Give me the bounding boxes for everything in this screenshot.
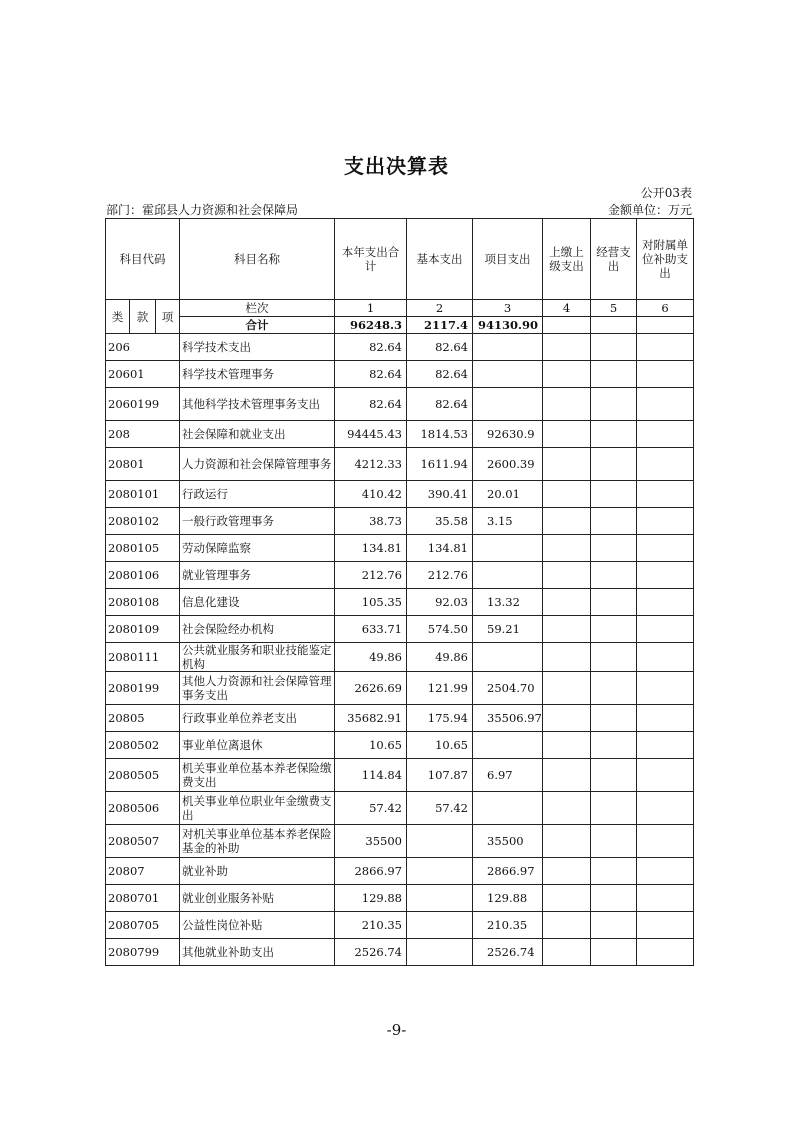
row-code: 2080505 bbox=[106, 759, 180, 792]
row-subsidy bbox=[637, 792, 694, 825]
department-label: 部门：霍邱县人力资源和社会保障局 bbox=[106, 203, 299, 217]
summary-basic: 2117.4 bbox=[407, 317, 473, 334]
row-name: 其他就业补助支出 bbox=[180, 939, 335, 966]
table-row bbox=[106, 508, 694, 535]
col-number-4: 4 bbox=[543, 300, 591, 317]
row-code: 20801 bbox=[106, 448, 180, 481]
row-operating bbox=[591, 705, 637, 732]
row-upper bbox=[543, 562, 591, 589]
row-project: 3.15 bbox=[473, 508, 543, 535]
row-upper bbox=[543, 858, 591, 885]
col-number-2: 2 bbox=[407, 300, 473, 317]
row-code: 2080506 bbox=[106, 792, 180, 825]
summary-label: 合计 bbox=[180, 317, 335, 334]
header-kuan: 款 bbox=[130, 300, 156, 334]
row-basic bbox=[407, 825, 473, 858]
row-operating bbox=[591, 508, 637, 535]
row-code: 208 bbox=[106, 421, 180, 448]
row-basic: 35.58 bbox=[407, 508, 473, 535]
row-operating bbox=[591, 562, 637, 589]
row-operating bbox=[591, 792, 637, 825]
row-name: 对机关事业单位基本养老保险基金的补助 bbox=[180, 825, 335, 858]
row-total: 2866.97 bbox=[335, 858, 407, 885]
row-upper bbox=[543, 825, 591, 858]
row-project bbox=[473, 334, 543, 361]
summary-total: 96248.3 bbox=[335, 317, 407, 334]
row-basic: 212.76 bbox=[407, 562, 473, 589]
row-code: 2080799 bbox=[106, 939, 180, 966]
row-operating bbox=[591, 643, 637, 672]
row-total: 49.86 bbox=[335, 643, 407, 672]
header-total: 本年支出合计 bbox=[335, 219, 407, 300]
row-operating bbox=[591, 535, 637, 562]
table-row bbox=[106, 448, 694, 481]
column-number-row bbox=[106, 300, 694, 317]
row-subsidy bbox=[637, 825, 694, 858]
row-project: 35506.97 bbox=[473, 705, 543, 732]
row-code: 2080106 bbox=[106, 562, 180, 589]
header-project: 项目支出 bbox=[473, 219, 543, 300]
row-project: 2526.74 bbox=[473, 939, 543, 966]
row-operating bbox=[591, 616, 637, 643]
row-operating bbox=[591, 672, 637, 705]
row-code: 2080111 bbox=[106, 643, 180, 672]
row-code: 20807 bbox=[106, 858, 180, 885]
row-project: 6.97 bbox=[473, 759, 543, 792]
row-subsidy bbox=[637, 361, 694, 388]
row-name: 人力资源和社会保障管理事务 bbox=[180, 448, 335, 481]
expenditure-table bbox=[105, 218, 694, 966]
table-row bbox=[106, 672, 694, 705]
col-number-5: 5 bbox=[591, 300, 637, 317]
row-project: 210.35 bbox=[473, 912, 543, 939]
row-project: 59.21 bbox=[473, 616, 543, 643]
row-subsidy bbox=[637, 334, 694, 361]
row-basic: 57.42 bbox=[407, 792, 473, 825]
table-row bbox=[106, 421, 694, 448]
row-total: 57.42 bbox=[335, 792, 407, 825]
row-basic bbox=[407, 939, 473, 966]
col-number-1: 1 bbox=[335, 300, 407, 317]
row-total: 134.81 bbox=[335, 535, 407, 562]
row-upper bbox=[543, 643, 591, 672]
row-subsidy bbox=[637, 448, 694, 481]
row-name: 科学技术管理事务 bbox=[180, 361, 335, 388]
row-project bbox=[473, 562, 543, 589]
row-operating bbox=[591, 448, 637, 481]
row-total: 35682.91 bbox=[335, 705, 407, 732]
row-upper bbox=[543, 616, 591, 643]
row-project: 2504.70 bbox=[473, 672, 543, 705]
header-subsidy: 对附属单位补助支出 bbox=[637, 219, 694, 300]
row-total: 114.84 bbox=[335, 759, 407, 792]
row-operating bbox=[591, 825, 637, 858]
row-name: 社会保险经办机构 bbox=[180, 616, 335, 643]
table-row bbox=[106, 939, 694, 966]
page-title: 支出决算表 bbox=[344, 154, 449, 178]
row-project: 20.01 bbox=[473, 481, 543, 508]
row-operating bbox=[591, 589, 637, 616]
row-upper bbox=[543, 912, 591, 939]
row-upper bbox=[543, 448, 591, 481]
row-subsidy bbox=[637, 885, 694, 912]
row-name: 公益性岗位补贴 bbox=[180, 912, 335, 939]
page-number: -9- bbox=[386, 1021, 407, 1039]
row-total: 35500 bbox=[335, 825, 407, 858]
row-basic: 82.64 bbox=[407, 361, 473, 388]
summary-project: 94130.90 bbox=[473, 317, 543, 334]
row-total: 82.64 bbox=[335, 334, 407, 361]
row-name: 信息化建设 bbox=[180, 589, 335, 616]
table-row bbox=[106, 361, 694, 388]
row-project bbox=[473, 643, 543, 672]
row-upper bbox=[543, 672, 591, 705]
table-row bbox=[106, 825, 694, 858]
row-project bbox=[473, 361, 543, 388]
row-total: 105.35 bbox=[335, 589, 407, 616]
row-total: 2526.74 bbox=[335, 939, 407, 966]
row-upper bbox=[543, 939, 591, 966]
row-project bbox=[473, 732, 543, 759]
form-number: 公开03表 bbox=[640, 186, 692, 200]
row-name: 其他科学技术管理事务支出 bbox=[180, 388, 335, 421]
table-row bbox=[106, 562, 694, 589]
row-basic: 10.65 bbox=[407, 732, 473, 759]
row-total: 10.65 bbox=[335, 732, 407, 759]
row-code: 2080199 bbox=[106, 672, 180, 705]
row-total: 82.64 bbox=[335, 361, 407, 388]
row-upper bbox=[543, 705, 591, 732]
table-body bbox=[106, 219, 694, 966]
table-row bbox=[106, 388, 694, 421]
col-number-3: 3 bbox=[473, 300, 543, 317]
row-name: 劳动保障监察 bbox=[180, 535, 335, 562]
row-operating bbox=[591, 361, 637, 388]
summary-row bbox=[106, 317, 694, 334]
row-name: 行政运行 bbox=[180, 481, 335, 508]
row-upper bbox=[543, 759, 591, 792]
header-basic: 基本支出 bbox=[407, 219, 473, 300]
row-code: 2080108 bbox=[106, 589, 180, 616]
row-operating bbox=[591, 732, 637, 759]
table-row bbox=[106, 481, 694, 508]
row-code: 2080101 bbox=[106, 481, 180, 508]
header-row bbox=[106, 219, 694, 300]
header-lanci: 栏次 bbox=[180, 300, 335, 317]
row-total: 38.73 bbox=[335, 508, 407, 535]
row-project: 13.32 bbox=[473, 589, 543, 616]
row-name: 就业管理事务 bbox=[180, 562, 335, 589]
row-project bbox=[473, 388, 543, 421]
row-basic: 92.03 bbox=[407, 589, 473, 616]
table-row bbox=[106, 535, 694, 562]
row-total: 212.76 bbox=[335, 562, 407, 589]
row-basic: 82.64 bbox=[407, 334, 473, 361]
row-upper bbox=[543, 589, 591, 616]
row-code: 2080105 bbox=[106, 535, 180, 562]
row-operating bbox=[591, 885, 637, 912]
row-subsidy bbox=[637, 421, 694, 448]
header-xiang: 项 bbox=[156, 300, 180, 334]
row-name: 一般行政管理事务 bbox=[180, 508, 335, 535]
header-operating: 经营支出 bbox=[591, 219, 637, 300]
row-basic: 121.99 bbox=[407, 672, 473, 705]
row-upper bbox=[543, 334, 591, 361]
row-project: 2866.97 bbox=[473, 858, 543, 885]
row-name: 行政事业单位养老支出 bbox=[180, 705, 335, 732]
row-total: 633.71 bbox=[335, 616, 407, 643]
row-subsidy bbox=[637, 535, 694, 562]
row-upper bbox=[543, 508, 591, 535]
row-basic: 134.81 bbox=[407, 535, 473, 562]
row-project: 2600.39 bbox=[473, 448, 543, 481]
table-row bbox=[106, 885, 694, 912]
summary-upper bbox=[543, 317, 591, 334]
row-operating bbox=[591, 481, 637, 508]
row-code: 2080102 bbox=[106, 508, 180, 535]
row-name: 公共就业服务和职业技能鉴定机构 bbox=[180, 643, 335, 672]
row-upper bbox=[543, 421, 591, 448]
row-code: 2080701 bbox=[106, 885, 180, 912]
row-subsidy bbox=[637, 705, 694, 732]
row-total: 82.64 bbox=[335, 388, 407, 421]
row-basic: 82.64 bbox=[407, 388, 473, 421]
row-name: 其他人力资源和社会保障管理事务支出 bbox=[180, 672, 335, 705]
row-subsidy bbox=[637, 912, 694, 939]
row-basic: 390.41 bbox=[407, 481, 473, 508]
summary-subsidy bbox=[637, 317, 694, 334]
row-upper bbox=[543, 885, 591, 912]
row-basic: 49.86 bbox=[407, 643, 473, 672]
table-row bbox=[106, 616, 694, 643]
row-code: 2080502 bbox=[106, 732, 180, 759]
row-name: 事业单位离退休 bbox=[180, 732, 335, 759]
row-project bbox=[473, 535, 543, 562]
table-row bbox=[106, 732, 694, 759]
row-upper bbox=[543, 732, 591, 759]
row-subsidy bbox=[637, 672, 694, 705]
row-subsidy bbox=[637, 481, 694, 508]
row-code: 2080109 bbox=[106, 616, 180, 643]
header-name: 科目名称 bbox=[180, 219, 335, 300]
row-project bbox=[473, 792, 543, 825]
amount-unit-label: 金额单位：万元 bbox=[607, 203, 692, 217]
row-code: 20601 bbox=[106, 361, 180, 388]
table-row bbox=[106, 759, 694, 792]
table-row bbox=[106, 792, 694, 825]
row-basic bbox=[407, 858, 473, 885]
row-operating bbox=[591, 858, 637, 885]
row-code: 20805 bbox=[106, 705, 180, 732]
row-code: 206 bbox=[106, 334, 180, 361]
row-subsidy bbox=[637, 508, 694, 535]
col-number-6: 6 bbox=[637, 300, 694, 317]
row-subsidy bbox=[637, 616, 694, 643]
row-name: 科学技术支出 bbox=[180, 334, 335, 361]
row-subsidy bbox=[637, 759, 694, 792]
row-total: 129.88 bbox=[335, 885, 407, 912]
row-operating bbox=[591, 939, 637, 966]
header-lei: 类 bbox=[106, 300, 130, 334]
row-subsidy bbox=[637, 388, 694, 421]
table-row bbox=[106, 858, 694, 885]
row-basic: 1611.94 bbox=[407, 448, 473, 481]
row-total: 210.35 bbox=[335, 912, 407, 939]
row-project: 129.88 bbox=[473, 885, 543, 912]
row-basic: 1814.53 bbox=[407, 421, 473, 448]
row-total: 94445.43 bbox=[335, 421, 407, 448]
row-basic bbox=[407, 912, 473, 939]
row-project: 35500 bbox=[473, 825, 543, 858]
row-name: 机关事业单位职业年金缴费支出 bbox=[180, 792, 335, 825]
row-upper bbox=[543, 481, 591, 508]
row-operating bbox=[591, 334, 637, 361]
row-name: 机关事业单位基本养老保险缴费支出 bbox=[180, 759, 335, 792]
table-row bbox=[106, 589, 694, 616]
row-basic: 175.94 bbox=[407, 705, 473, 732]
summary-operating bbox=[591, 317, 637, 334]
row-upper bbox=[543, 792, 591, 825]
row-basic: 107.87 bbox=[407, 759, 473, 792]
row-basic: 574.50 bbox=[407, 616, 473, 643]
row-code: 2080705 bbox=[106, 912, 180, 939]
row-subsidy bbox=[637, 643, 694, 672]
row-operating bbox=[591, 759, 637, 792]
row-upper bbox=[543, 535, 591, 562]
row-code: 2060199 bbox=[106, 388, 180, 421]
row-basic bbox=[407, 885, 473, 912]
row-subsidy bbox=[637, 732, 694, 759]
row-operating bbox=[591, 912, 637, 939]
row-subsidy bbox=[637, 589, 694, 616]
row-upper bbox=[543, 361, 591, 388]
header-upper: 上缴上级支出 bbox=[543, 219, 591, 300]
table-row bbox=[106, 643, 694, 672]
row-subsidy bbox=[637, 858, 694, 885]
table-row bbox=[106, 912, 694, 939]
row-total: 4212.33 bbox=[335, 448, 407, 481]
row-code: 2080507 bbox=[106, 825, 180, 858]
row-operating bbox=[591, 388, 637, 421]
row-total: 2626.69 bbox=[335, 672, 407, 705]
row-upper bbox=[543, 388, 591, 421]
row-subsidy bbox=[637, 939, 694, 966]
row-total: 410.42 bbox=[335, 481, 407, 508]
row-operating bbox=[591, 421, 637, 448]
table-row bbox=[106, 705, 694, 732]
row-name: 社会保障和就业支出 bbox=[180, 421, 335, 448]
table-row bbox=[106, 334, 694, 361]
row-name: 就业补助 bbox=[180, 858, 335, 885]
row-name: 就业创业服务补贴 bbox=[180, 885, 335, 912]
row-project: 92630.9 bbox=[473, 421, 543, 448]
header-code: 科目代码 bbox=[106, 219, 180, 300]
row-subsidy bbox=[637, 562, 694, 589]
